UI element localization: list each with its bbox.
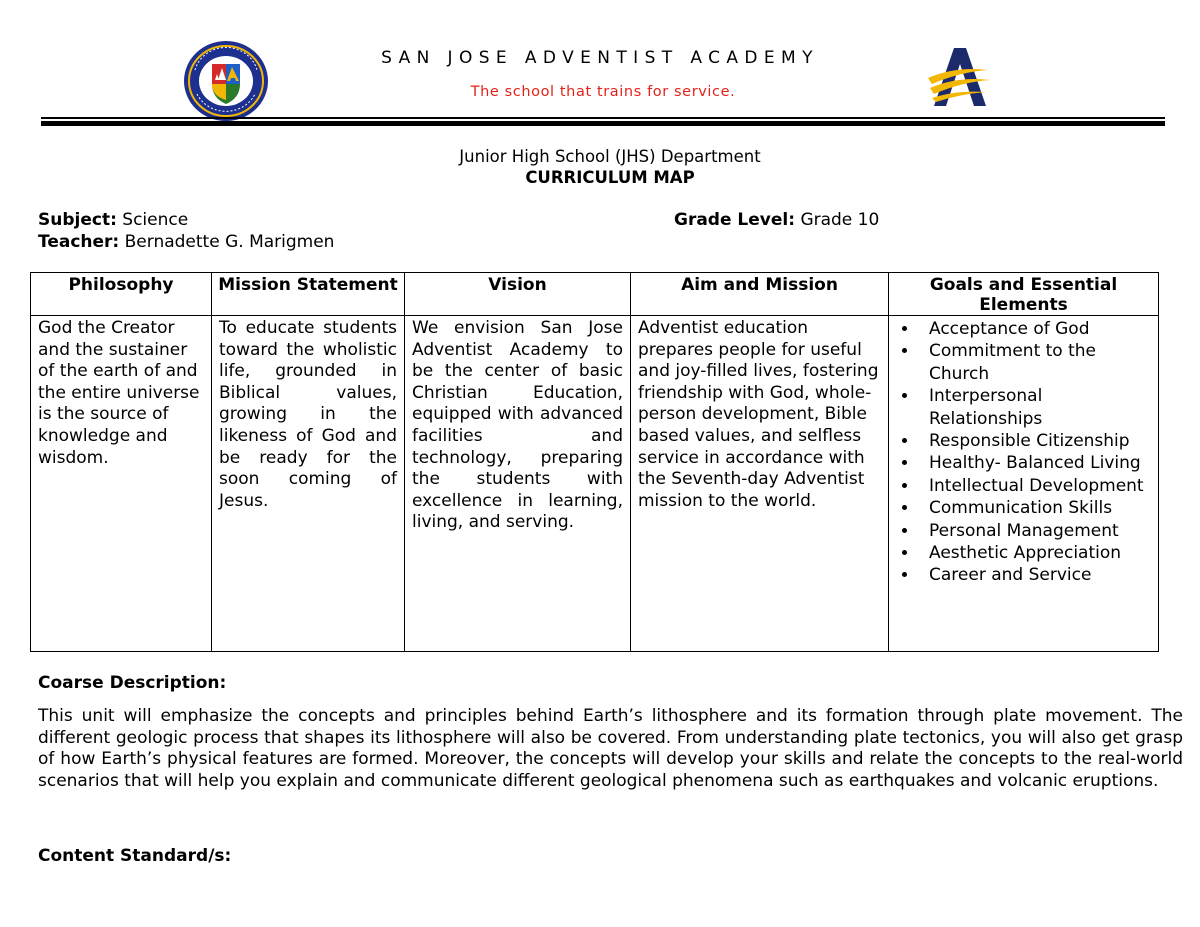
teacher-line <box>38 232 334 252</box>
curriculum-map-table <box>30 272 1159 652</box>
letterhead <box>0 0 1200 135</box>
vision-cell: We envision San Jose Adventist Academy to be the center of basic Christian Education, equipped with advanced facilities and technology, preparing the students with excellence in learning, living, and serving. <box>405 316 631 652</box>
grade-level-value: Grade 10 <box>800 210 880 230</box>
grade-level-line <box>674 210 879 230</box>
header-philosophy: Philosophy <box>31 273 212 316</box>
header-divider-thin <box>41 117 1165 119</box>
table-header-row <box>31 273 1159 316</box>
header-vision: Vision <box>405 273 631 316</box>
content-standard-heading: Content Standard/s: <box>38 846 232 866</box>
goal-item: • Communication Skills <box>919 497 1151 519</box>
header-divider-thick <box>41 121 1165 126</box>
header-goals: Goals and Essential Elements <box>889 273 1159 316</box>
goal-item: • Intellectual Development <box>919 475 1151 497</box>
table-row <box>31 316 1159 652</box>
course-description-heading: Coarse Description: <box>38 673 227 693</box>
school-motto: The school that trains for service. <box>470 84 736 100</box>
goal-item: • Career and Service <box>919 564 1151 586</box>
mission-statement-cell: To educate students toward the wholistic life, grounded in Biblical values, growing in the likeness of God and be ready for the soon coming of Jesus. <box>212 316 405 652</box>
goals-cell <box>889 316 1159 652</box>
goal-item: • Interpersonal Relationships <box>919 385 1151 430</box>
goals-list <box>893 318 1151 587</box>
goal-item: • Commitment to the Church <box>919 340 1151 385</box>
goal-item: • Responsible Citizenship <box>919 430 1151 452</box>
teacher-value: Bernadette G. Marigmen <box>124 232 335 252</box>
philosophy-cell: God the Creator and the sustainer of the earth of and the entire universe is the source of knowledge and wisdom. <box>31 316 212 652</box>
subject-value: Science <box>122 210 189 230</box>
aim-and-mission-cell: Adventist education prepares people for useful and joy-filled lives, fostering friendship with God, whole-person development, Bible based values, and selfless service in accordance with the Seventh-day Adventist mission to the world. <box>631 316 889 652</box>
document-title: CURRICULUM MAP <box>525 168 695 187</box>
subject-label: Subject: <box>38 210 117 230</box>
department-name: Junior High School (JHS) Department <box>459 147 761 166</box>
header-aim-and-mission: Aim and Mission <box>631 273 889 316</box>
goal-item: • Healthy- Balanced Living <box>919 452 1151 474</box>
adventist-a-logo <box>926 44 992 110</box>
teacher-label: Teacher: <box>38 232 120 252</box>
goal-item: • Aesthetic Appreciation <box>919 542 1151 564</box>
header-mission-statement: Mission Statement <box>212 273 405 316</box>
subject-line <box>38 210 188 230</box>
school-seal-logo <box>183 40 269 122</box>
goal-item: • Personal Management <box>919 520 1151 542</box>
grade-level-label: Grade Level: <box>674 210 796 230</box>
course-description-text: This unit will emphasize the concepts and principles behind Earth’s lithosphere and its formation through plate movement. The different geologic process that shapes its lithosphere will also be covered. From understanding plate tectonics, you will also get grasp of how Earth’s physical features are formed. Moreover, the concepts will develop your skills and relate the concepts to the real-world scenarios that will help you explain and communicate different geological phenomena such as earthquakes and volcanic eruptions. <box>38 706 1183 791</box>
goal-item: • Acceptance of God <box>919 318 1151 340</box>
school-name: SAN JOSE ADVENTIST ACADEMY <box>381 48 819 68</box>
